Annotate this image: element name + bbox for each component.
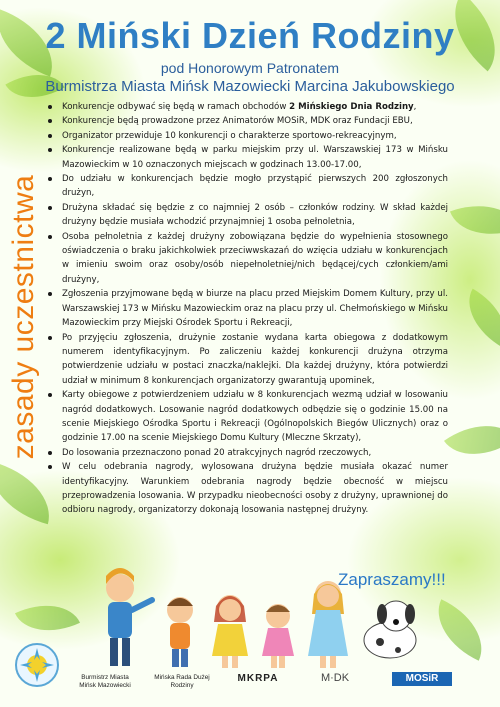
rule-item: Konkurencje będą prowadzone przez Animatorów MOSiR, MDK oraz Fundacji EBU, (48, 114, 448, 128)
bullet-icon (48, 451, 52, 455)
girl-figure-icon (212, 595, 248, 668)
bullet-icon (48, 292, 52, 296)
bullet-icon (48, 206, 52, 210)
logo-rada-rodziny: Mińska Rada Dużej Rodziny (154, 674, 210, 689)
bullet-icon (48, 393, 52, 397)
rule-item: Do udziału w konkurencjach będzie mogło przystąpić pierwszych 200 zgłoszonych drużyn, (48, 172, 448, 201)
dog-figure-icon (364, 601, 416, 658)
rule-item: Do losowania przeznaczono ponad 20 atrakcyjnych nagród rzeczowych, (48, 446, 448, 460)
side-label: zasady uczestnictwa (7, 174, 40, 460)
page-title: 2 Miński Dzień Rodziny (45, 15, 455, 56)
patron-line: Burmistrza Miasta Mińsk Mazowiecki Marcina Jakubowskiego (45, 78, 455, 95)
rule-item: Po przyjęciu zgłoszenia, drużynie zostanie wydana karta obiegowa z dodatkowym numerem identyfikacyjnym. Po zaliczeniu każdej konkurencji drużyna otrzyma potwierdzenie udziału w postaci znaczka/naklejki. Dla każdej drużyny, która potwierdzi udział w minimum 8 konkurencjach organizatorzy gwarantują upominek, (48, 331, 448, 389)
bullet-icon (48, 177, 52, 181)
closing-text: Zapraszamy!!! (338, 570, 446, 589)
rule-item: Zgłoszenia przyjmowane będą w biurze na placu przed Miejskim Domem Kultury, przy ul. Warszawskiej 173 w Mińsku Mazowieckim oraz na placu przy ul. Chełmońskiego w Mińsku Mazowieckim przy Miejski Ośrodek Sportu i Rekreacji, (48, 287, 448, 330)
rule-item: Karty obiegowe z potwierdzeniem udziału w 8 konkurencjach wezmą udział w losowaniu nagród dodatkowych. Losowanie nagród dodatkowych odbędzie się o godzinie 15.00 na scenie Miejskiego Ośrodka Sportu i Rekreacji (Ogólnopolskich Biegów Ulicznych) oraz o godzinie 17.00 na scenie Miejskiego Domu Kultury (Mleczne Skrzaty), (48, 388, 448, 446)
father-figure-icon (106, 568, 152, 666)
toddler-figure-icon (262, 604, 294, 668)
patronage-line: pod Honorowym Patronatem (160, 60, 340, 76)
rule-item: Organizator przewiduje 10 konkurencji o charakterze sportowo-rekreacyjnym, (48, 129, 448, 143)
logo-burmistrz: Burmistrz Miasta Mińsk Mazowiecki (79, 674, 131, 689)
bullet-icon (48, 134, 52, 138)
logo-mosir: MOSiR (392, 672, 452, 686)
rule-item: W celu odebrania nagrody, wylosowana drużyna będzie musiała okazać numer identyfikacyjny. Warunkiem odebrania nagrody będzie obecność w miejscu przeprowadzenia losowania. W przypadku nieobecności osoby z drużyny, uprawnionej do odbioru nagrody, organizatorzy dokonają losowania następnej drużyny. (48, 460, 448, 518)
bullet-icon (48, 148, 52, 152)
logo-mkrpa: MKRPA (237, 673, 279, 684)
rule-item: Osoba pełnoletnia z każdej drużyny zobowiązana będzie do wypełnienia stosownego oświadczenia o braku jakichkolwiek przeciwwskazań do wzięcia udziału w konkurencjach w imieniu swoim oraz osoby/osób niepełnoletniej/nich będącej/cych członkiem/ami drużyny, (48, 230, 448, 288)
mother-figure-icon (308, 581, 348, 668)
bullet-icon (48, 336, 52, 340)
bullet-icon (48, 235, 52, 239)
city-logo-icon (14, 642, 60, 688)
rule-item: Drużyna składać się będzie z co najmniej 2 osób – członków rodziny. W skład każdej drużyny będzie musiała wchodzić przynajmniej 1 osoba pełnoletnia, (48, 201, 448, 230)
bullet-icon (48, 119, 52, 123)
bullet-icon (48, 465, 52, 469)
rule-item: Konkurencje odbywać się będą w ramach obchodów 2 Mińskiego Dnia Rodziny, (48, 100, 448, 114)
bullet-icon (48, 105, 52, 109)
sponsor-logos (0, 672, 500, 707)
rule-item: Konkurencje realizowane będą w parku miejskim przy ul. Warszawskiej 173 w Mińsku Mazowieckim w 10 oznaczonych miejscach w godzinach 13.00-17.00, (48, 143, 448, 172)
boy-figure-icon (167, 597, 193, 667)
rules-list (48, 100, 448, 518)
logo-mdk: M·DK (320, 672, 350, 684)
